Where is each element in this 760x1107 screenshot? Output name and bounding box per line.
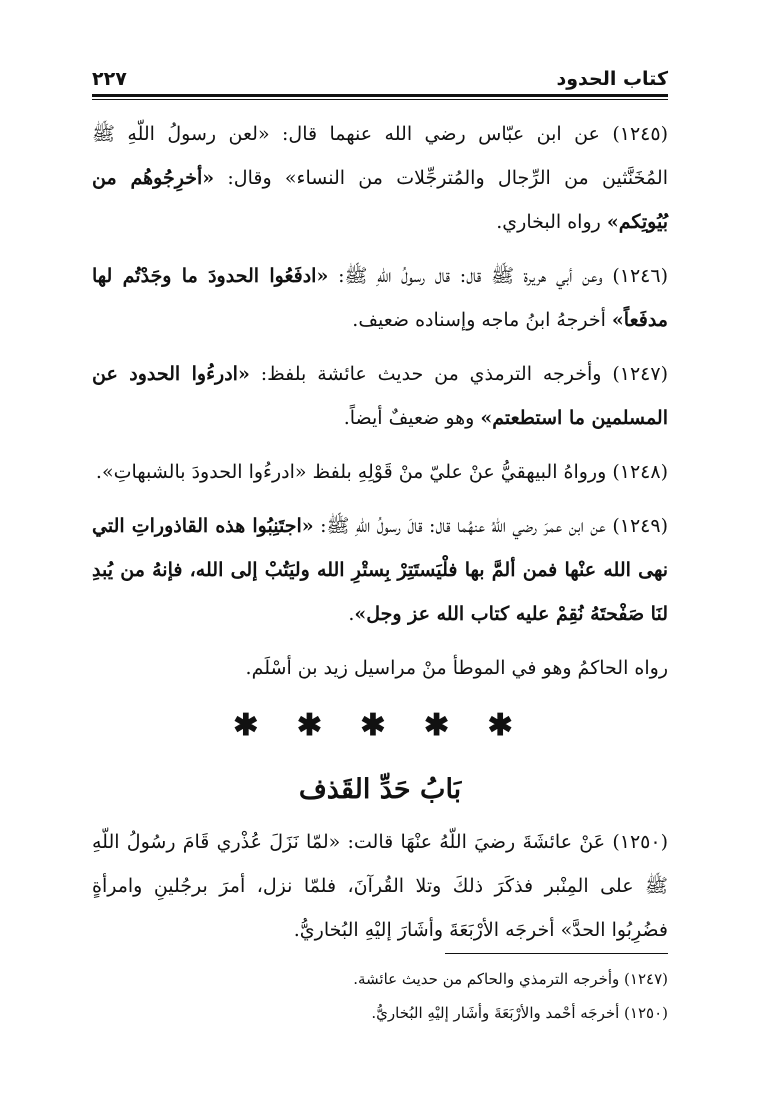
hadith-quote: «ادفَعُوا الحدودَ ما وجَدْتُم لها مدفَعاً» bbox=[92, 265, 668, 331]
footnote: (١٢٤٧) وأخرجه الترمذي والحاكم من حديث عائشة. bbox=[353, 970, 668, 988]
footnote-rule bbox=[445, 953, 668, 954]
page-number: ٢٢٧ bbox=[92, 68, 127, 90]
hadith-text: ورواهُ البيهقيُّ عنْ عليّ منْ قَوْلِهِ بلفظ «ادرءُوا الحدودَ بالشبهاتِ». bbox=[95, 461, 613, 483]
chapter-hadith-list bbox=[92, 820, 668, 952]
hadith-paragraph bbox=[92, 112, 668, 244]
page-header bbox=[92, 66, 668, 92]
footnote: (١٢٥٠) أخرجَه أحْمد والأرْبَعَةَ وأشَار إليْهِ البُخاريُّ. bbox=[371, 1004, 668, 1022]
hadith-quote: «أخرِجُوهُم من بُيُوتِكم» bbox=[92, 167, 668, 233]
hadith-text: عَنْ عائشَةَ رضيَ اللّهُ عنْهَا قالت: «لمّا نَزَلَ عُذْري قَامَ رسُولُ اللّهِ ﷺ على المِنْبر فذكَرَ ذلكَ وتلا القُرآنَ، فلمّا نزل، أمرَ برجُلينِ وامرأةٍ فضُرِبُوا الحدَّ» أخرجَه الأرْبَعَةَ وأشَارَ إليْهِ البُخاريُّ. bbox=[92, 831, 668, 941]
hadith-number: (١٢٤٩) bbox=[612, 515, 668, 537]
hadith-text: . bbox=[348, 603, 355, 625]
hadith-paragraph bbox=[92, 450, 668, 494]
hadith-text: وعن أبي هريرة ﷺ قال: قال رسولُ اللّهِ ﷺ: bbox=[328, 265, 613, 287]
hadith-paragraph bbox=[92, 504, 668, 636]
hadith-number: (١٢٤٧) bbox=[612, 363, 668, 385]
hadith-number: (١٢٤٦) bbox=[612, 265, 668, 287]
hadith-number: (١٢٤٥) bbox=[612, 123, 668, 145]
hadith-paragraph bbox=[92, 254, 668, 342]
hadith-text: وهو ضعيفٌ أيضاً. bbox=[343, 407, 481, 429]
hadith-number: (١٢٤٨) bbox=[612, 461, 668, 483]
header-rule-thin bbox=[92, 99, 668, 100]
hadith-paragraph bbox=[92, 352, 668, 440]
hadith-text: عن ابن عمرَ رضي اللّهُ عنهُما قال: قالَ رسولُ اللّهِ ﷺ: bbox=[313, 515, 613, 537]
hadith-text: رواه البخاري. bbox=[496, 211, 607, 233]
header-rule-thick bbox=[92, 94, 668, 97]
main-text bbox=[92, 112, 668, 962]
hadith-paragraph bbox=[92, 646, 668, 690]
hadith-quote: «ادرءُوا الحدود عن المسلمين ما استطعتم» bbox=[92, 363, 668, 429]
hadith-text: أخرجهُ ابنُ ماجه وإسناده ضعيف. bbox=[352, 309, 612, 331]
hadith-text: وأخرجه الترمذي من حديث عائشة بلفظ: bbox=[249, 363, 613, 385]
chapter-title: بَابُ حَدِّ القَذف bbox=[298, 774, 462, 805]
hadith-paragraph bbox=[92, 820, 668, 952]
hadith-text: عن ابن عبّاس رضي الله عنهما قال: «لعن رسولُ اللّهِ ﷺ المُخَنَّثين من الرِّجال والمُترجِّلات من النساء» وقال: bbox=[92, 123, 668, 189]
hadith-quote: «اجتَنِبُوا هذه القاذوراتِ التي نهى الله عنْها فمن ألمَّ بها فلْيَستَتِرْ بِستْرِ الله وليَتُبْ إلى الله، فإنهُ من يُبدِ لنَا صَفْحتَهُ نُقِمْ عليه كتاب الله عز وجل» bbox=[92, 515, 668, 625]
hadith-list bbox=[92, 112, 668, 690]
footnotes bbox=[92, 962, 668, 1030]
hadith-number: (١٢٥٠) bbox=[612, 831, 668, 853]
running-title: كتاب الحدود bbox=[556, 68, 668, 90]
section-separator: ✱ ✱ ✱ ✱ ✱ bbox=[233, 708, 527, 743]
hadith-text: رواه الحاكمُ وهو في الموطأ منْ مراسيل زيد بن أسْلَم. bbox=[245, 657, 668, 679]
